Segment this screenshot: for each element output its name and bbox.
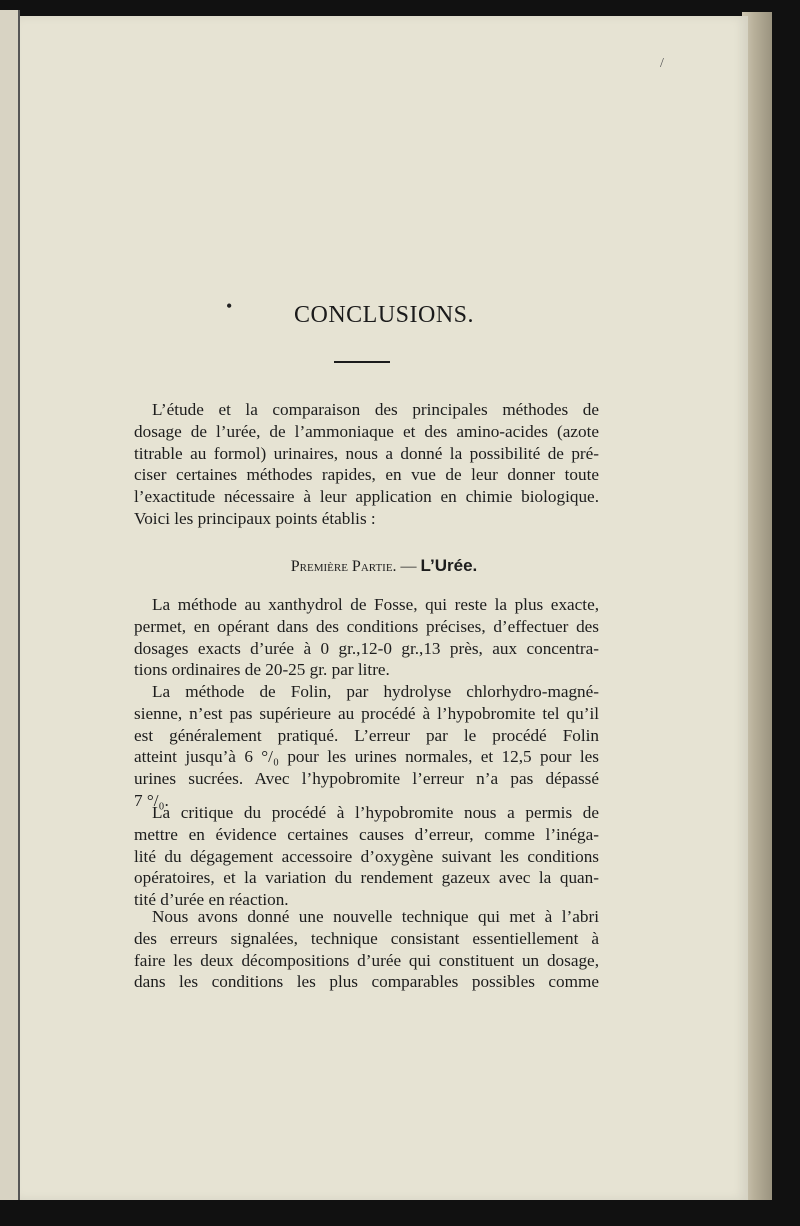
text-line: Nous avons donné une nouvelle technique qui met à l’abri <box>152 907 599 926</box>
text-line: opératoires, et la variation du rendement gazeux avec la quan- <box>134 868 599 888</box>
text-line: Voici les principaux points établis : <box>134 508 376 528</box>
text-line: des erreurs signalées, technique consistant essentiellement à <box>134 928 599 948</box>
paragraph-folin <box>134 681 599 812</box>
section-heading <box>20 556 748 576</box>
ink-dot: • <box>226 296 233 316</box>
text-line: faire les deux décompositions d’urée qui constituent un dosage, <box>134 950 599 970</box>
text-line: L’étude et la comparaison des principales méthodes de <box>152 400 599 419</box>
text-line: sienne, n’est pas supérieure au procédé à l’hypobromite tel qu’il <box>134 703 599 723</box>
book-page <box>20 16 748 1200</box>
text-line: La méthode de Folin, par hydrolyse chlorhydro-magné- <box>152 682 599 701</box>
text-line: urines sucrées. Avec l’hypobromite l’erreur n’a pas dépassé <box>134 769 599 789</box>
adjacent-page-edge <box>0 10 20 1200</box>
paragraph-technique <box>134 906 599 993</box>
text-line: est généralement pratiqué. L’erreur par le procédé Folin <box>134 725 599 745</box>
text-line: dosages exacts d’urée à 0 gr.,12-0 gr.,13 près, aux concentra- <box>134 638 599 658</box>
page-mark: / <box>660 56 664 71</box>
text-line: tions ordinaires de 20-25 gr. par litre. <box>134 660 390 680</box>
text-line: permet, en opérant dans des conditions précises, d’effectuer des <box>134 616 599 636</box>
text-line: mettre en évidence certaines causes d’erreur, comme l’inéga- <box>134 824 599 844</box>
text-line: tité d’urée en réaction. <box>134 890 289 910</box>
text-line: atteint jusqu’à 6 °/₀ pour les urines normales, et 12,5 pour les <box>134 747 599 767</box>
intro-paragraph <box>134 399 599 530</box>
text-line: lité du dégagement accessoire d’oxygène suivant les conditions <box>134 846 599 866</box>
page-title: CONCLUSIONS. <box>293 302 475 328</box>
section-title: L’Urée. <box>420 556 478 575</box>
paragraph-hypobromite <box>134 802 599 911</box>
paragraph-xanthydrol <box>134 594 599 681</box>
text-line: ciser certaines méthodes rapides, en vue de leur donner toute <box>134 465 599 485</box>
title-rule <box>334 361 390 363</box>
text-line: dans les conditions les plus comparables possibles comme <box>134 972 599 992</box>
text-line: La méthode au xanthydrol de Fosse, qui reste la plus exacte, <box>152 595 599 614</box>
text-line: titrable au formol) urinaires, nous a donné la possibilité de pré- <box>134 443 599 463</box>
section-dash: — <box>396 558 421 575</box>
section-part-label: Première Partie. <box>290 558 397 575</box>
text-line: La critique du procédé à l’hypobromite nous a permis de <box>152 803 599 822</box>
text-line: dosage de l’urée, de l’ammoniaque et des amino-acides (azote <box>134 421 599 441</box>
text-line: l’exactitude nécessaire à leur application en chimie biologique. <box>134 487 599 507</box>
text-line: 7 °/₀. <box>134 790 169 810</box>
